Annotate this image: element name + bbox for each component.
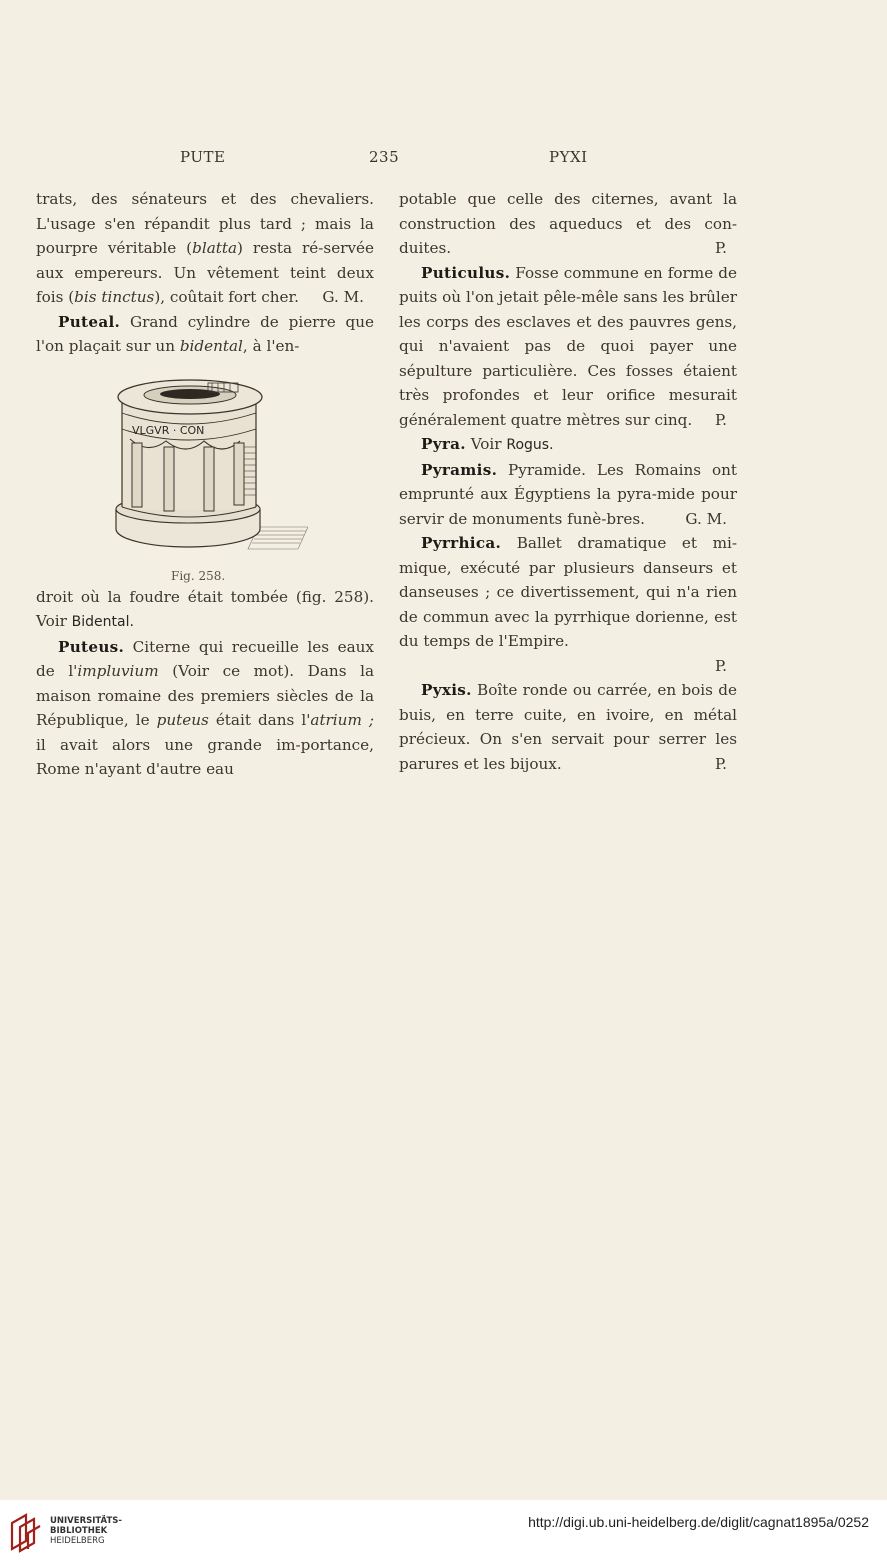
entry-puteus-continued: potable que celle des citernes, avant la construction des aqueducs et des con-duites.	[399, 190, 737, 257]
entry-pyramis: Pyramis. Pyramide. Les Romains ont emprunté aux Égyptiens la pyra-mide pour servir de monuments funè-bres.	[399, 460, 737, 528]
running-head-left: PUTE	[180, 148, 226, 166]
headword: Puteal.	[58, 312, 121, 331]
library-name: UNIVERSITÄTS- BIBLIOTHEK HEIDELBERG	[50, 1516, 122, 1546]
cross-reference: Rogus.	[506, 437, 554, 453]
entry-pyxis: Pyxis. Boîte ronde ou carrée, en bois de buis, en terre cuite, en ivoire, en métal précieux. On s'en servait pour serrer les parures et les bijoux.	[399, 681, 737, 773]
headword: Puteus.	[58, 637, 125, 656]
figure-caption: Fig. 258.	[171, 568, 226, 583]
entry-signature: P.	[715, 410, 727, 429]
entry-puteus: Puteus. Citerne qui recueille les eaux de l'impluvium (Voir ce mot). Dans la maison romaine des premiers siècles de la République, le puteus était dans l'atrium ; il avait alors une grande im-portance, Rome n'ayant d'autre eau	[36, 637, 375, 778]
entry-pyra: Pyra. Voir Rogus.	[421, 435, 554, 453]
cross-reference: Bidental.	[71, 614, 134, 630]
entry-signature: G. M.	[322, 288, 364, 306]
running-head	[36, 148, 736, 172]
headword: Pyxis.	[421, 681, 472, 699]
figure-inscription: VLGVR · CON	[132, 423, 205, 437]
entry-continuation: trats, des sénateurs et des chevaliers. L'usage s'en répandit plus tard ; mais la pourpre véritable (blatta) resta ré-servée aux empereurs. Un vêtement teint deux fois (bis tinctus), coûtait fort cher.	[36, 190, 374, 306]
entry-puticulus: Puticulus. Fosse commune en forme de puits où l'on jetait pêle-mêle sans les brûler les corps des esclaves et des pauvres gens, qui n'avaient pas de quoi payer une sépulture particulière. Ces fosses étaient très profondes et leur orifice mesurait généralement quatre mètres sur cinq.	[399, 263, 737, 429]
headword: Puticulus.	[421, 263, 511, 282]
library-logo-icon	[8, 1513, 44, 1553]
entry-signature: P.	[715, 239, 727, 257]
headword: Pyrrhica.	[421, 534, 502, 552]
running-head-right: PYXI	[549, 148, 588, 166]
page-number: 235	[369, 148, 400, 166]
puteal-engraving	[108, 377, 308, 559]
entry-signature: P.	[715, 754, 727, 773]
entry-signature: P.	[715, 656, 727, 675]
entry-pyrrhica: Pyrrhica. Ballet dramatique et mi-mique, exécuté par plusieurs danseurs et danseuses ; ce divertissement, qui n'a rien de commun avec la pyrrhique dorienne, est du temps de l'Empire.	[399, 534, 737, 650]
entry-puteal: Puteal. Grand cylindre de pierre que l'on plaçait sur un bidental, à l'en-	[36, 312, 374, 355]
source-url[interactable]: http://digi.ub.uni-heidelberg.de/diglit/cagnat1895a/0252	[528, 1514, 869, 1530]
headword: Pyramis.	[421, 460, 498, 479]
figure-puteal	[36, 359, 374, 585]
entry-signature: G. M.	[685, 509, 727, 528]
entry-puteal-continued: droit où la foudre était tombée (fig. 258). Voir Bidental.	[36, 587, 374, 630]
left-column	[36, 187, 374, 782]
footer-bar	[0, 1500, 887, 1565]
right-column	[399, 187, 737, 776]
headword: Pyra.	[421, 435, 466, 453]
